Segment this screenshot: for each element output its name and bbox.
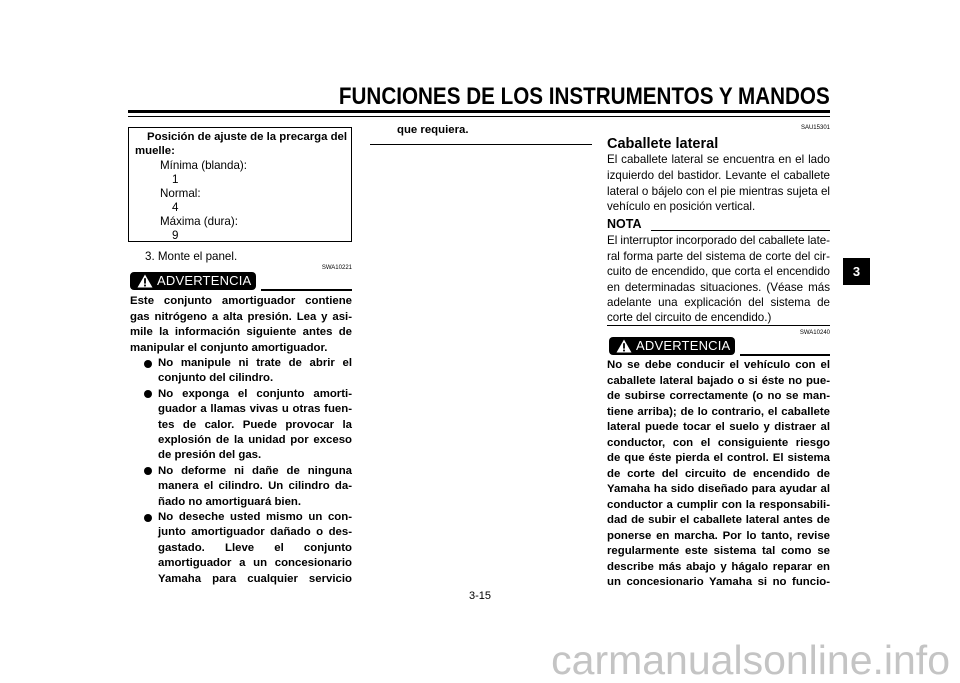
preload-setting-label: Mínima (blanda):: [160, 159, 247, 173]
warning-bullet-line: No manipule ni trate de abrir el: [158, 356, 352, 369]
bullet-icon: [144, 467, 152, 475]
warning-badge-label: ADVERTENCIA: [157, 273, 252, 288]
warning-bullet-line: No deseche usted mismo un con-: [158, 510, 352, 523]
warning-text-line: de corte del circuito de encendido de: [607, 467, 830, 480]
warning-continuation-line: que requiera.: [397, 124, 469, 137]
warning-bullet-line: manera el cilindro. Un cilindro da-: [158, 480, 352, 493]
warning-code: SWA10240: [799, 330, 830, 336]
warning-text-line: tiene arriba); de lo contrario, el caballete: [607, 405, 830, 418]
bullet-icon: [144, 390, 152, 398]
chapter-tab: 3: [843, 258, 870, 285]
warning-text-line: de subirse correctamente (o no se man-: [607, 390, 830, 403]
header-rule-thin: [128, 116, 830, 117]
note-text-line: adelante una explicación del sistema de: [607, 295, 830, 309]
warning-rule: [261, 289, 352, 291]
preload-box-title: Posición de ajuste de la precarga del: [147, 131, 348, 144]
preload-setting-label: Normal:: [160, 187, 201, 201]
warning-text-line: conductor, con el consiguiente riesgo: [607, 436, 830, 449]
warning-text-line: regularmente este sistema tal como se: [607, 545, 830, 558]
warning-bullet-line: gastado. Lleve el conjunto: [158, 541, 352, 554]
bullet-icon: [144, 360, 152, 368]
warning-text-line: describe más abajo y hágalo reparar en: [607, 560, 830, 573]
watermark: carmanualsonline.info: [551, 637, 950, 683]
note-text-line: ral forma parte del sistema de corte del cir-: [607, 249, 830, 263]
warning-bullet-line: junto amortiguador dañado o des-: [158, 526, 352, 539]
note-label: NOTA: [607, 217, 642, 231]
warning-bullet-line: amortiguador a un concesionario: [158, 557, 352, 570]
warning-text-line: lateral puede tocar el suelo y distraer al: [607, 421, 830, 434]
warning-text-line: Este conjunto amortiguador contiene: [130, 295, 352, 308]
note-text-line: El interruptor incorporado del caballete late-: [607, 234, 830, 248]
preload-setting-value: 4: [172, 201, 179, 215]
warning-bullet-line: tes de calor. Puede provocar la: [158, 418, 352, 431]
warning-text-line: ponerse en marcha. Por lo tanto, revise: [607, 529, 830, 542]
warning-badge-label: ADVERTENCIA: [636, 338, 731, 353]
header-rule-thick: [128, 110, 830, 113]
body-text-line: vehículo en posición vertical.: [607, 200, 756, 214]
warning-text-line: caballete lateral bajado o si éste no pue-: [607, 374, 830, 387]
section-code: SAU15301: [800, 125, 830, 131]
warning-end-rule: [370, 144, 592, 145]
page-header-title: FUNCIONES DE LOS INSTRUMENTOS Y MANDOS: [339, 83, 830, 110]
warning-rule: [740, 354, 830, 356]
warning-text-line: manipular el conjunto amortiguador.: [130, 341, 328, 354]
note-end-rule: [607, 325, 830, 326]
warning-triangle-icon: [616, 339, 632, 353]
warning-bullet-line: Yamaha para cualquier servicio: [158, 572, 352, 585]
procedure-step: 3. Monte el panel.: [145, 250, 238, 264]
warning-text-line: Yamaha ha sido diseñado para ayudar al: [607, 483, 830, 496]
note-text-line: en determinadas situaciones. (Véase más: [607, 280, 830, 294]
note-text-line: corte del circuito de encendido.): [607, 311, 772, 325]
preload-setting-label: Máxima (dura):: [160, 215, 238, 229]
note-text-line: cuito de encendido, que corta el encendido: [607, 265, 830, 279]
warning-badge: [130, 272, 256, 290]
warning-bullet-line: guador a llamas vivas u otras fuen-: [158, 403, 352, 416]
warning-bullet-line: No exponga el conjunto amorti-: [158, 387, 352, 400]
bullet-icon: [144, 514, 152, 522]
warning-bullet-line: No deforme ni dañe de ninguna: [158, 464, 352, 477]
preload-setting-value: 9: [172, 229, 179, 243]
warning-text-line: un concesionario Yamaha si no funcio-: [607, 576, 830, 589]
preload-box-title: muelle:: [135, 145, 175, 158]
body-text-line: El caballete lateral se encuentra en el lado: [607, 153, 830, 167]
preload-settings-box: [128, 127, 352, 242]
warning-text-line: mile la información siguiente antes de: [130, 326, 352, 339]
note-rule: [651, 230, 830, 231]
warning-bullet-line: ñado no amortiguará bien.: [158, 495, 302, 508]
page-number: 3-15: [468, 590, 492, 602]
warning-bullet-line: explosión de la unidad por exceso: [158, 433, 352, 446]
section-heading: Caballete lateral: [607, 136, 719, 152]
warning-bullet-line: de presión del gas.: [158, 449, 262, 462]
warning-text-line: de que éste pierda el control. El sistema: [607, 452, 830, 465]
body-text-line: lateral o bájelo con el pie mientras sujeta el: [607, 184, 830, 198]
warning-bullet-line: conjunto del cilindro.: [158, 372, 274, 385]
warning-triangle-icon: [137, 274, 153, 288]
preload-setting-value: 1: [172, 173, 179, 187]
warning-text-line: dad de subir el caballete lateral antes de: [607, 514, 830, 527]
warning-text-line: No se debe conducir el vehículo con el: [607, 359, 830, 372]
warning-text-line: gas nitrógeno a alta presión. Lea y asi-: [130, 310, 352, 323]
warning-code: SWA10221: [321, 265, 352, 271]
warning-badge: [609, 337, 735, 355]
body-text-line: izquierdo del bastidor. Levante el caballete: [607, 168, 830, 182]
warning-text-line: conductor a cumplir con la responsabili-: [607, 498, 830, 511]
